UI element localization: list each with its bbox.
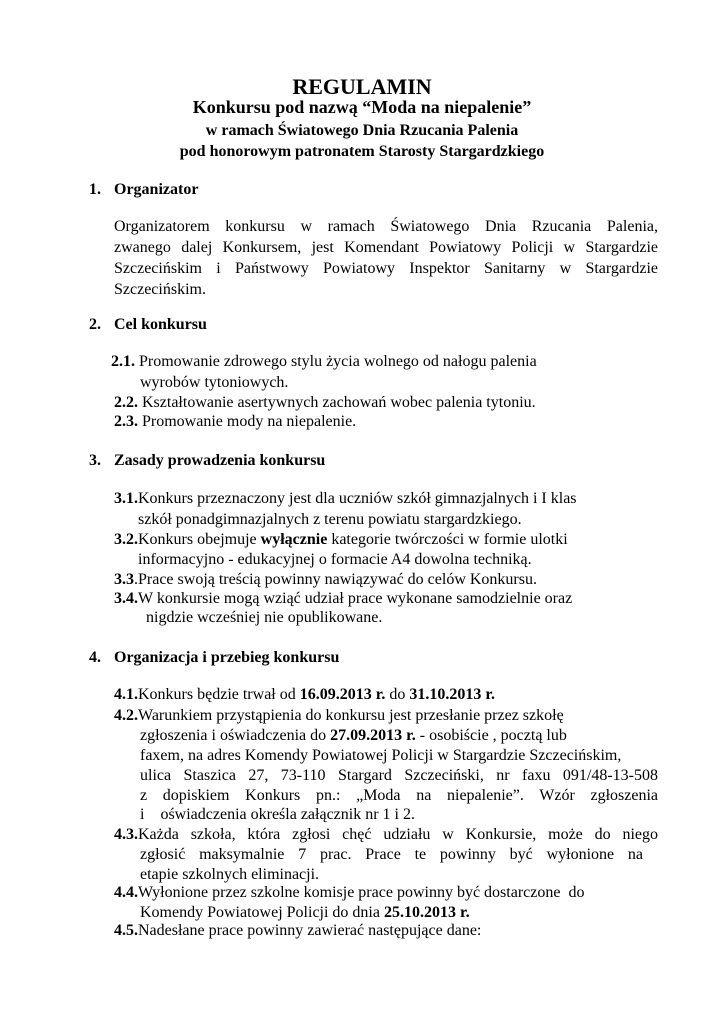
item-text: Konkurs przeznaczony jest dla uczniów szkół gimnazjalnych i I klas: [138, 490, 577, 507]
list-item-3-1: [114, 489, 659, 508]
list-item-4-4-cont: [140, 903, 470, 922]
section-2-heading: Cel konkursu: [114, 316, 207, 333]
item-number: 4.3.: [114, 826, 138, 843]
doc-subtitle: Konkursu pod nazwą “Moda na niepalenie”: [192, 97, 532, 117]
section-4-number: 4.: [89, 649, 101, 666]
list-item-2-2: [114, 393, 536, 412]
section-3-heading: Zasady prowadzenia konkursu: [114, 452, 326, 469]
item-text: kategorie twórczości w formie ulotki: [327, 531, 568, 548]
list-item-4-2-cont: ulica Staszica 27, 73-110 Stargard Szczeciński, nr faxu 091/48-13-508: [140, 767, 658, 784]
list-item-2-3: [114, 412, 356, 431]
section-4-heading: Organizacja i przebieg konkursu: [114, 649, 340, 666]
list-item-4-1: [114, 685, 495, 704]
item-text: - osobiście , pocztą lub: [415, 727, 567, 744]
list-item-3-4: [114, 589, 572, 608]
date-end: 31.10.2013 r.: [409, 686, 496, 703]
list-item-4-2-cont: [140, 726, 567, 745]
list-item-4-5: [114, 921, 481, 940]
item-text: Konkurs będzie trwał od: [138, 686, 300, 703]
item-text: Promowanie mody na niepalenie.: [138, 413, 357, 430]
item-number: 4.5.: [114, 922, 138, 939]
doc-subtitle-2: w ramach Światowego Dnia Rzucania Palenia: [205, 122, 519, 139]
list-item-4-2: [114, 706, 564, 725]
item-text: Konkurs obejmuje: [138, 531, 261, 548]
section-1-heading: Organizator: [114, 181, 199, 198]
list-item-4-3-cont: zgłosić maksymalnie 7 prac. Prace te powinny być wyłonione na: [140, 846, 643, 863]
deadline-date: 27.09.2013 r.: [330, 727, 416, 744]
item-number: 2.1.: [111, 353, 135, 370]
item-number: 2.3.: [114, 413, 138, 430]
item-text: Promowanie zdrowego stylu życia wolnego od nałogu palenia: [135, 353, 537, 370]
list-item-4-4: [114, 883, 584, 902]
doc-subtitle-3: pod honorowym patronatem Starosty Stargardzkiego: [179, 143, 545, 160]
list-item-4-2-cont: z dopiskiem Konkurs pn.: „Moda na niepalenie”. Wzór zgłoszenia: [140, 787, 658, 804]
item-number: 3.2.: [114, 531, 138, 548]
section-1-number: 1.: [89, 181, 101, 198]
list-item-4-3-cont: etapie szkolnych eliminacji.: [140, 866, 320, 883]
list-item-3-3: [114, 570, 537, 589]
list-item-3-1-cont: szkół ponadgimnazjalnych z terenu powiatu stargardzkiego.: [138, 511, 522, 528]
section-2-number: 2.: [89, 316, 101, 333]
item-number: 3.1.: [114, 490, 138, 507]
item-number: 3.4.: [114, 590, 138, 607]
section-1-line: Szczecińskim.: [114, 281, 206, 298]
item-text: Kształtowanie asertywnych zachowań wobec palenia tytoniu.: [138, 394, 536, 411]
item-text: Komendy Powiatowej Policji do dnia: [140, 904, 384, 921]
item-number: 3.3: [114, 571, 134, 588]
item-number: 2.2.: [114, 394, 138, 411]
item-text: .Prace swoją treścią powinny nawiązywać do celów Konkursu.: [134, 571, 537, 588]
list-item-4-2-cont: i oświadczenia określa załącznik nr 1 i 2.: [140, 806, 415, 823]
item-number: 4.1.: [114, 686, 138, 703]
delivery-date: 25.10.2013 r.: [383, 904, 470, 921]
item-number: 4.4.: [114, 884, 138, 901]
list-item-4-3: [114, 825, 658, 844]
section-1-line: zwanego dalej Konkursem, jest Komendant Powiatowy Policji w Stargardzie: [114, 239, 658, 256]
list-item-3-2: [114, 530, 568, 549]
item-text: do: [385, 686, 410, 703]
date-start: 16.09.2013 r.: [299, 686, 386, 703]
list-item-4-2-cont: faxem, na adres Komendy Powiatowej Policji w Stargardzie Szczecińskim,: [140, 747, 622, 764]
item-text: zgłoszenia i oświadczenia do: [140, 727, 331, 744]
section-3-number: 3.: [89, 452, 101, 469]
list-item-3-4-cont: nigdzie wcześniej nie opublikowane.: [146, 609, 383, 626]
item-text: Warunkiem przystąpienia do konkursu jest przesłanie przez szkołę: [138, 707, 564, 724]
section-1-line: Szczecińskim i Państwowy Powiatowy Inspektor Sanitarny w Stargardzie: [114, 260, 658, 277]
item-text: Wyłonione przez szkolne komisje prace powinny być dostarczone do: [138, 884, 585, 901]
section-1-line: Organizatorem konkursu w ramach Światowego Dnia Rzucania Palenia,: [114, 218, 658, 235]
item-number: 4.2.: [114, 707, 138, 724]
item-text: W konkursie mogą wziąć udział prace wykonane samodzielnie oraz: [138, 590, 573, 607]
item-text-bold: wyłącznie: [260, 531, 328, 548]
list-item-2-1-cont: wyrobów tytoniowych.: [140, 374, 289, 391]
item-text: Nadesłane prace powinny zawierać następujące dane:: [138, 922, 482, 939]
list-item-3-2-cont: informacyjno - edukacyjnej o formacie A4 dowolna techniką.: [138, 551, 532, 568]
item-text: Każda szkoła, która zgłosi chęć udziału w Konkursie, może do niego: [138, 826, 658, 843]
doc-title: REGULAMIN: [292, 74, 432, 99]
list-item-2-1: [111, 352, 537, 371]
